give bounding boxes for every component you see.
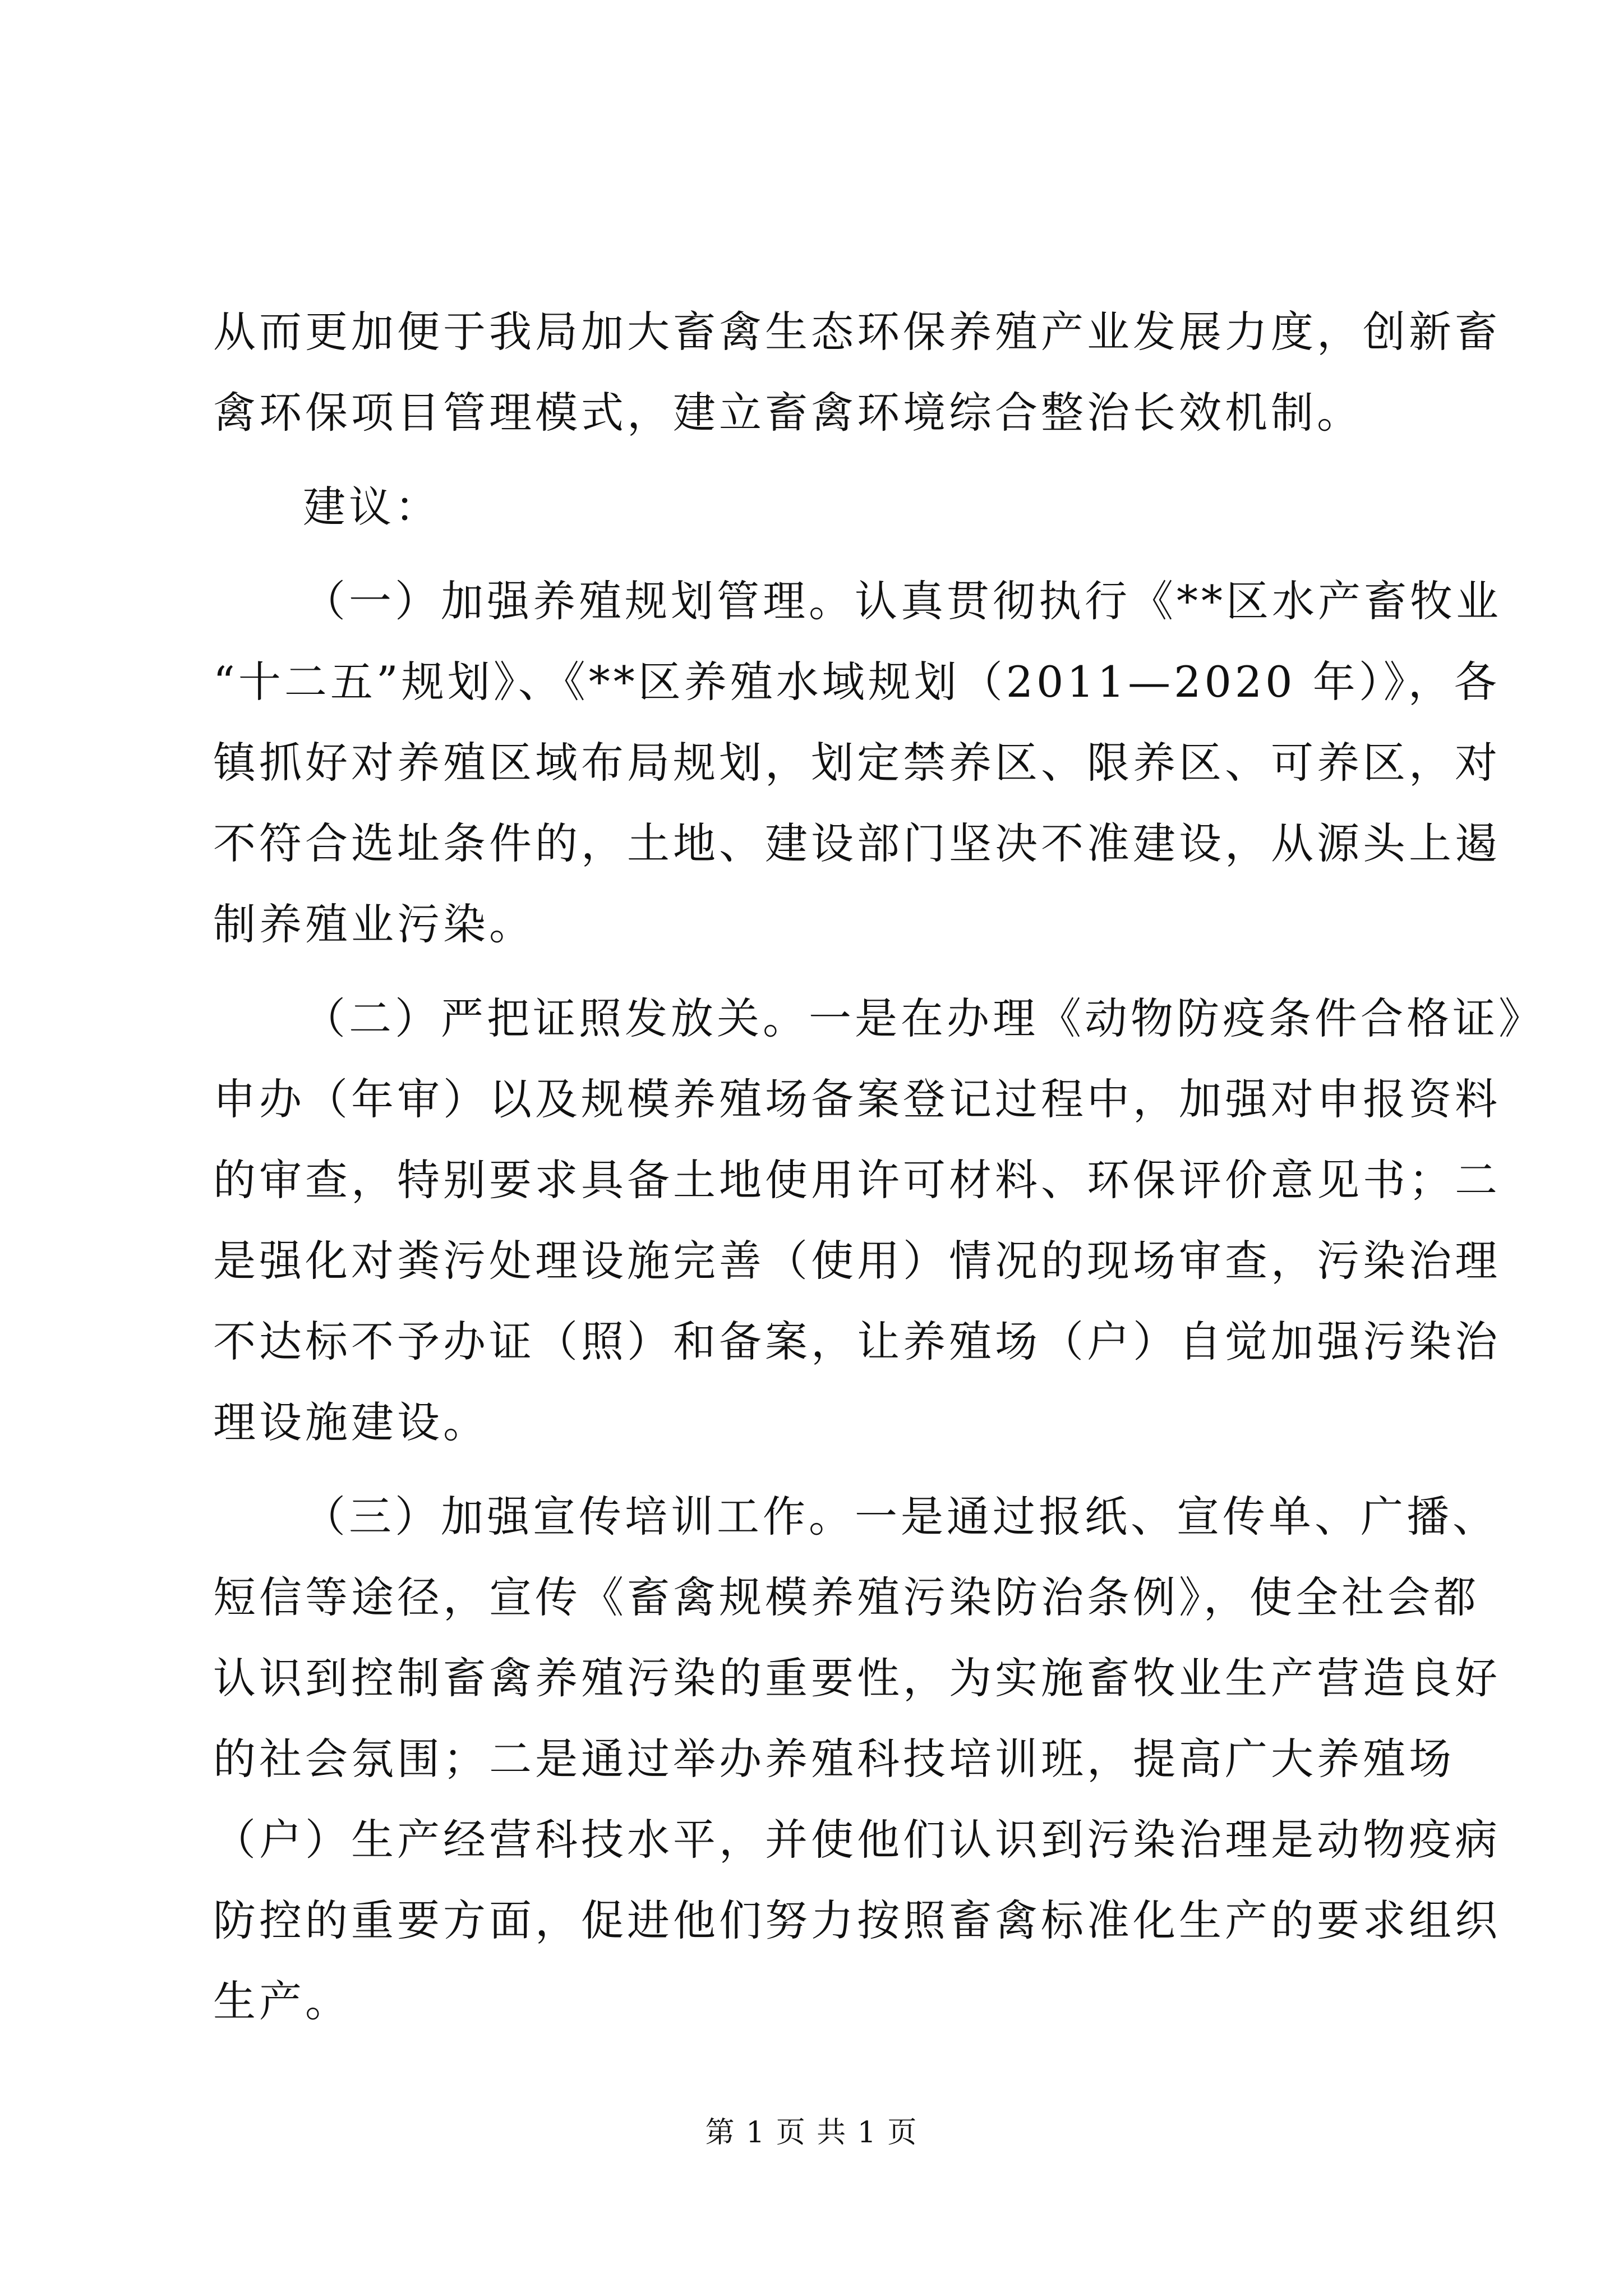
text-line: 申办（年审）以及规模养殖场备案登记过程中，加强对申报资料 [213,1074,1501,1124]
text-line: 认识到控制畜禽养殖污染的重要性，为实施畜牧业生产营造良好 [213,1653,1501,1703]
text-line: 的审查，特别要求具备土地使用许可材料、环保评价意见书；二 [213,1155,1501,1205]
text-line: （二）严把证照发放关。一是在办理《动物防疫条件合格证》 [303,993,1544,1043]
text-line: 是强化对粪污处理设施完善（使用）情况的现场审查，污染治理 [213,1236,1501,1286]
document-body [213,292,1544,2042]
text-line: 制养殖业污染。 [213,899,535,949]
text-line: 不符合选址条件的，土地、建设部门坚决不准建设，从源头上遏 [213,818,1501,868]
text-line: （户）生产经营科技水平，并使他们认识到污染治理是动物疫病 [213,1815,1501,1865]
text-line: （三）加强宣传培训工作。一是通过报纸、宣传单、广播、 [303,1492,1498,1542]
paragraph [213,467,1419,547]
text-line: （一）加强养殖规划管理。认真贯彻执行《**区水产畜牧业 [303,576,1502,626]
paragraph [213,292,1501,453]
text-line: 理设施建设。 [213,1397,489,1447]
text-line: 禽环保项目管理模式，建立畜禽环境综合整治长效机制。 [213,388,1363,438]
text-line: 生产。 [213,1976,351,2026]
text-line: 防控的重要方面，促进他们努力按照畜禽标准化生产的要求组织 [213,1895,1501,1945]
text-line: 不达标不予办证（照）和备案，让养殖场（户）自觉加强污染治 [213,1317,1501,1366]
paragraph [213,561,1502,965]
page-footer [0,2115,1623,2151]
text-line: 短信等途径，宣传《畜禽规模养殖污染防治条例》，使全社会都 [213,1572,1479,1622]
text-line: “十二五”规划》、《**区养殖水域规划（2011—2020 年）》，各 [213,657,1500,707]
paragraph [213,1476,1501,2042]
text-line: 的社会氛围；二是通过举办养殖科技培训班，提高广大养殖场 [213,1734,1455,1784]
page-number: 第 1 页 共 1 页 [705,2116,918,2150]
text-line: 镇抓好对养殖区域布局规划，划定禁养区、限养区、可养区，对 [213,738,1501,788]
paragraph [213,978,1544,1463]
section-heading: 建议： [303,482,441,532]
text-line: 从而更加便于我局加大畜禽生态环保养殖产业发展力度，创新畜 [213,307,1501,357]
